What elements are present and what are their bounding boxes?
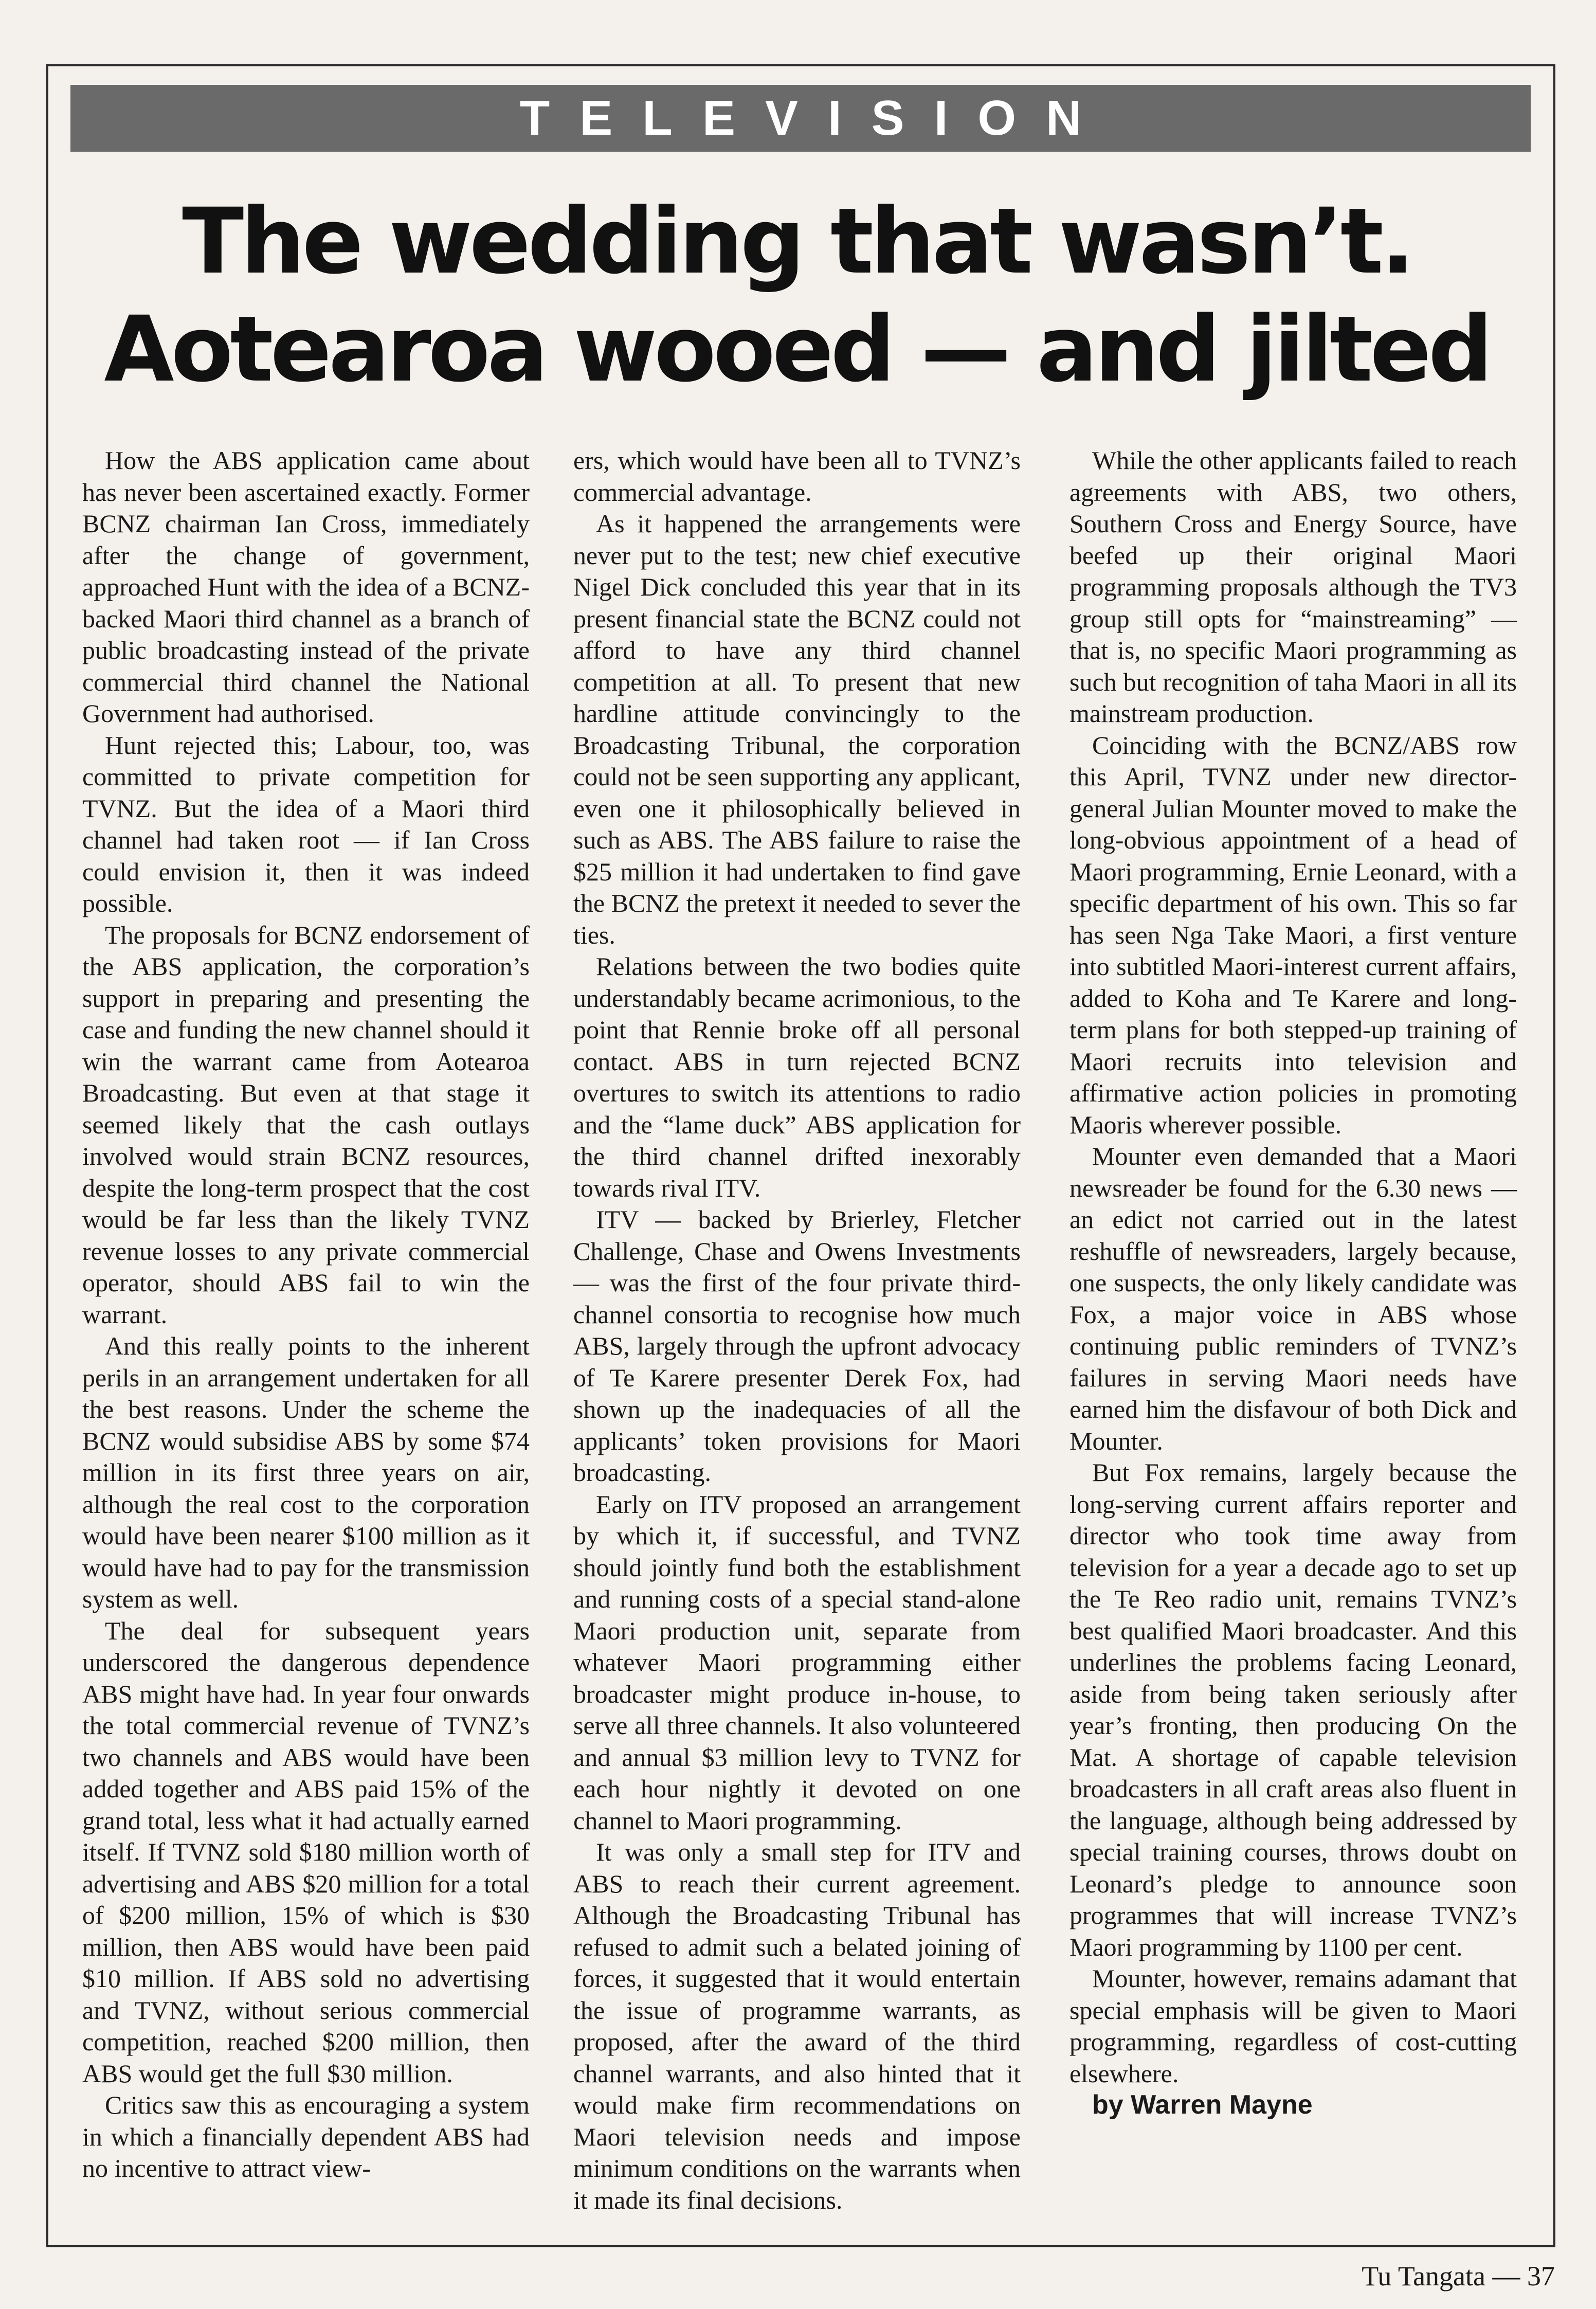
paragraph: Critics saw this as encouraging a system in which a financially dependent ABS had no incentive to attract view-	[82, 2090, 530, 2182]
column-2	[573, 445, 1021, 2216]
paragraph: And this really points to the inherent perils in an arrangement undertaken for all the best reasons. Under the scheme the BCNZ would subsidise ABS by some $74 million in its first three years on air, although the real cost to the corporation would have been nearer $100 million as it would have had to pay for the transmission system as well.	[82, 1331, 530, 1613]
paragraph: Hunt rejected this; Labour, too, was committed to private competition for TVNZ. But the idea of a Maori third channel had taken root — if Ian Cross could envision it, then it was indeed possible.	[82, 730, 530, 917]
paragraph: It was only a small step for ITV and ABS to reach their current agreement. Although the Broadcasting Tribunal has refused to admit such a belated joining of forces, it suggested that it would entertain the issue of programme warrants, as proposed, after the award of the third channel warrants, and also hinted that it would make firm recommendations on Maori television needs and impose minimum conditions on the warrants when it made its final decisions.	[573, 1837, 1021, 2214]
paragraph: ITV — backed by Brierley, Fletcher Challenge, Chase and Owens Investments — was the first of the four private third-channel consortia to recognise how much ABS, largely through the upfront advocacy of Te Karere presenter Derek Fox, had shown up the inadequacies of all the applicants’ token provisions for Maori broadcasting.	[573, 1205, 1021, 1487]
paragraph: Early on ITV proposed an arrangement by which it, if successful, and TVNZ should jointly fund both the establishment and running costs of a special stand-alone Maori production unit, separate from whatever Maori programming either broadcaster might produce in-house, to serve all three channels. It also volunteered and annual $3 million levy to TVNZ for each hour nightly it devoted on one channel to Maori programming.	[573, 1489, 1021, 1835]
paragraph: While the other applicants failed to reach agreements with ABS, two others, Southern Cross and Energy Source, have beefed up their original Maori programming proposals although the TV3 group still opts for “mainstreaming” — that is, no specific Maori programming as such but recognition of taha Maori in all its mainstream production.	[1069, 446, 1517, 728]
paragraph: As it happened the arrangements were never put to the test; new chief executive Nigel Dick concluded this year that in its present financial state the BCNZ could not afford to have any third channel competition at all. To present that new hardline attitude convincingly to the Broadcasting Tribunal, the corporation could not be seen supporting any applicant, even one it philosophically believed in such as ABS. The ABS failure to raise the $25 million it had undertaken to find gave the BCNZ the pretext it needed to sever the ties.	[573, 509, 1021, 949]
section-banner	[70, 85, 1531, 152]
headline	[93, 188, 1501, 404]
paragraph: Mounter even demanded that a Maori newsreader be found for the 6.30 news — an edict not carried out in the latest reshuffle of newsreaders, largely because, one suspects, the only likely candidate was Fox, a major voice in ABS whose continuing public reminders of TVNZ’s failures in serving Maori needs have earned him the disfavour of both Dick and Mounter.	[1069, 1142, 1517, 1455]
headline-line-2: Aotearoa wooed — and jilted	[104, 297, 1490, 402]
paragraph: Mounter, however, remains adamant that special emphasis will be given to Maori programming, regardless of cost-cutting elsewhere.	[1069, 1964, 1517, 2088]
paragraph: The deal for subsequent years underscored the dangerous dependence ABS might have had. In year four onwards the total commercial revenue of TVNZ’s two channels and ABS would have been added together and ABS paid 15% of the grand total, less what it had actually earned itself. If TVNZ sold $180 million worth of advertising and ABS $20 million for a total of $200 million, 15% of which is $30 million, then ABS would have been paid $10 million. If ABS sold no advertising and TVNZ, without serious commercial competition, reached $200 million, then ABS would get the full $30 million.	[82, 1616, 530, 2088]
paragraph: Relations between the two bodies quite understandably became acrimonious, to the point that Rennie broke off all personal contact. ABS in turn rejected BCNZ overtures to switch its attentions to radio and the “lame duck” ABS application for the third channel drifted inexorably towards rival ITV.	[573, 952, 1021, 1202]
paragraph: How the ABS application came about has never been ascertained exactly. Former BCNZ chairman Ian Cross, immediately after the change of government, approached Hunt with the idea of a BCNZ-backed Maori third channel as a branch of public broadcasting instead of the private commercial third channel the National Government had authorised.	[82, 446, 530, 728]
paragraph: ers, which would have been all to TVNZ’s commercial advantage.	[573, 446, 1021, 507]
page-footer: Tu Tangata — 37	[1362, 2261, 1555, 2292]
headline-line-1: The wedding that wasn’t.	[182, 189, 1412, 294]
paragraph: Coinciding with the BCNZ/ABS row this April, TVNZ under new director-general Julian Mounter moved to make the long-obvious appointment of a head of Maori programming, Ernie Leonard, with a specific department of his own. This so far has seen Nga Take Maori, a first venture into subtitled Maori-interest current affairs, added to Koha and Te Karere and long-term plans for both stepped-up training of Maori recruits into television and affirmative action policies in promoting Maoris wherever possible.	[1069, 730, 1517, 1139]
column-1	[82, 445, 530, 2185]
paragraph: The proposals for BCNZ endorsement of the ABS application, the corporation’s support in preparing and presenting the case and funding the new channel should it win the warrant came from Aotearoa Broadcasting. But even at that stage it seemed likely that the cash outlays involved would strain BCNZ resources, despite the long-term prospect that the cost would be far less than the likely TVNZ revenue losses to any private commercial operator, should ABS fail to win the warrant.	[82, 920, 530, 1329]
section-label: TELEVISION	[519, 91, 1112, 146]
column-3	[1069, 445, 1517, 2121]
paragraph: But Fox remains, largely because the long-serving current affairs reporter and director who took time away from television for a year a decade ago to set up the Te Reo radio unit, remains TVNZ’s best qualified Maori broadcaster. And this underlines the problems facing Leonard, aside from being taken seriously after year’s fronting, then producing On the Mat. A shortage of capable television broadcasters in all craft areas also fluent in the language, although being addressed by special training courses, throws doubt on Leonard’s pledge to announce soon programmes that will increase TVNZ’s Maori programming by 1100 per cent.	[1069, 1458, 1517, 1961]
byline: by Warren Mayne	[1092, 2090, 1313, 2120]
